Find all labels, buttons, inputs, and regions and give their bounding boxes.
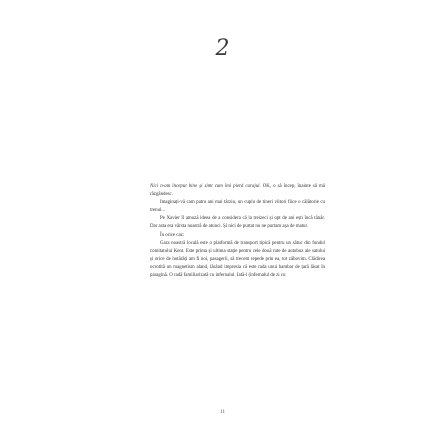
paragraph-opening: [150, 183, 325, 199]
chapter-body-text: [150, 183, 325, 280]
paragraph: Gara noastră locală este o platformă de transport tipică pentru un sătuc din fundul comitatului Kent. Este prima și ultima stație pentru cele două rute de autobuz ale satului și orice de hotărâți am fi noi, pasagerii, să trecem repede prin ea, tot zăbovim. Clădirea ocrotită un magnetism aland, lăsând impresia că este rada unui hambar de țară lăsat în paragină. O radă familiarizată cu infernalul. Iată-l (infernalul de zi cu: [150, 240, 325, 279]
paragraph: Imaginați-vă cam patru ani mai târziu, un cuplu de tineri viitori fiice o călătorie cu trenul...: [150, 200, 325, 214]
paragraph: Pe Xavier îl amuză ideea de a considera că la treizeci și opt de ani ești încă tânăr. Dar asta era vârsta noastră de atunci. Și nici de purtat nu ne purtam așa de matur.: [150, 216, 325, 230]
chapter-number: 2: [215, 36, 230, 61]
paragraph: În orice caz:: [160, 232, 185, 238]
opening-italic-words: Nici n-am început bine și simt cum îmi pierd curajul.: [150, 184, 261, 189]
opening-rest: OK, o să încep, înainte să mă răzgândesc.: [150, 184, 325, 198]
page-number: 11: [219, 409, 226, 415]
